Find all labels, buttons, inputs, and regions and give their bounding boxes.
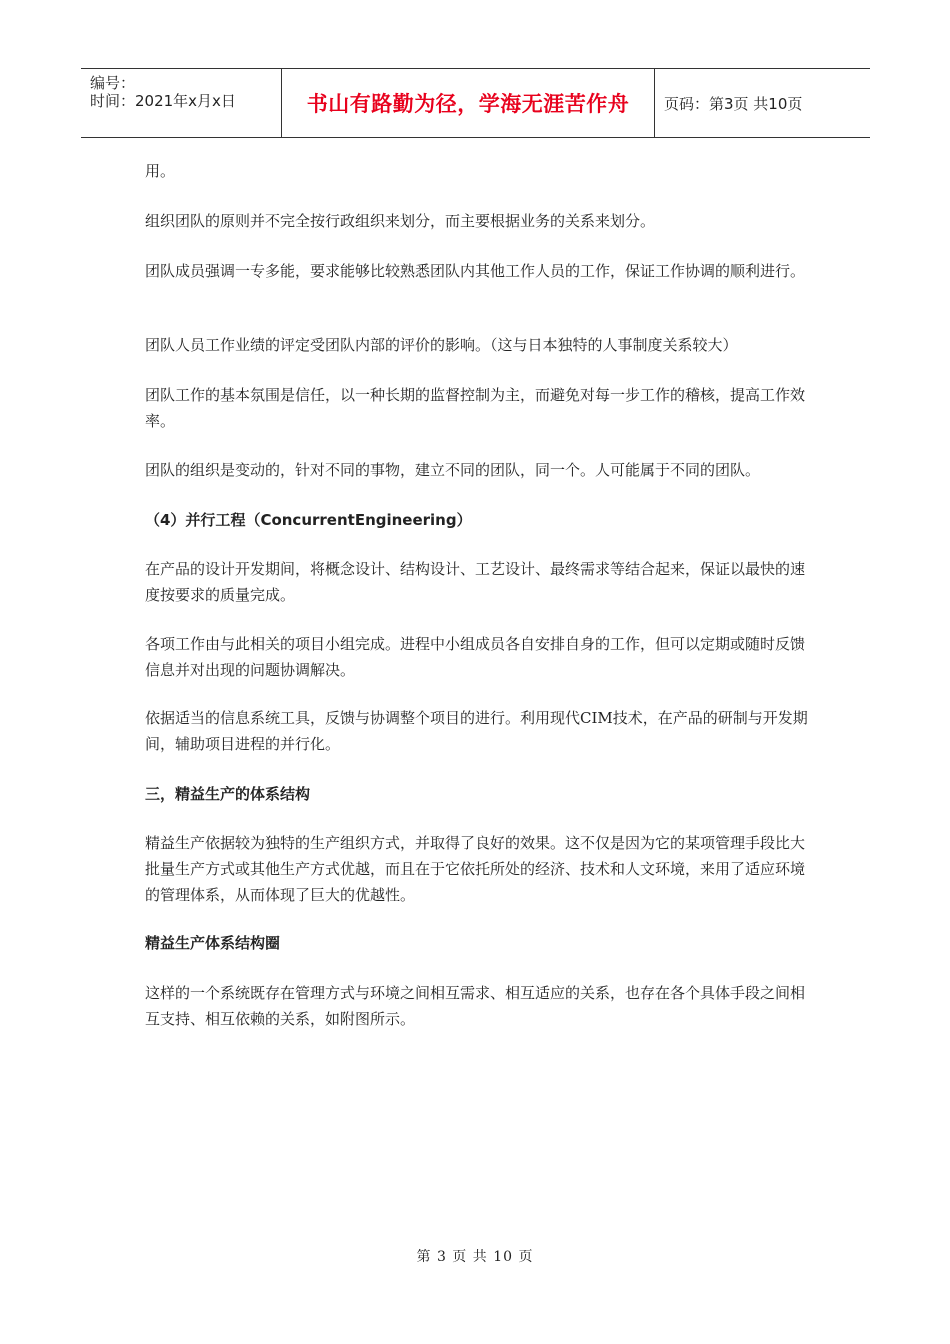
code-label: 编号： [90, 74, 136, 92]
header-meta-cell [81, 69, 282, 137]
paragraph: 团队工作的基本氛围是信任，以一种长期的监督控制为主，而避免对每一步工作的稽核，提高工作效率。 [145, 386, 806, 430]
paragraph: 精益生产依据较为独特的生产组织方式，并取得了良好的效果。这不仅是因为它的某项管理手段比大批量生产方式或其他生产方式优越，而且在于它依托所处的经济、技术和人文环境，来用了适应环境的管理体系，从而体现了巨大的优越性。 [145, 834, 806, 904]
header-page-cell [664, 69, 802, 137]
time-label: 时间：2021年x月x日 [90, 92, 236, 110]
paragraph: 这样的一个系统既存在管理方式与环境之间相互需求、相互适应的关系，也存在各个具体手段之间相互支持、相互依赖的关系，如附图所示。 [145, 984, 806, 1028]
paragraph: 团队人员工作业绩的评定受团队内部的评价的影响。（这与日本独特的人事制度关系较大） [145, 336, 738, 354]
paragraph: 团队的组织是变动的，针对不同的事物，建立不同的团队，同一个。人可能属于不同的团队。 [145, 461, 761, 479]
header-table [81, 68, 870, 138]
section-heading: 精益生产体系结构圈 [145, 934, 281, 952]
paragraph: 组织团队的原则并不完全按行政组织来划分，而主要根据业务的关系来划分。 [145, 212, 656, 230]
paragraph: 用。 [145, 162, 176, 180]
header-motto-cell [282, 69, 655, 137]
motto: 书山有路勤为径，学海无涯苦作舟 [306, 92, 630, 116]
section-heading: （4）并行工程（ConcurrentEngineering） [145, 511, 472, 529]
page-info: 页码：第3页 共10页 [664, 94, 803, 113]
paragraph: 各项工作由与此相关的项目小组完成。进程中小组成员各自安排自身的工作，但可以定期或随时反馈信息并对出现的问题协调解决。 [145, 635, 806, 679]
paragraph: 团队成员强调一专多能，要求能够比较熟悉团队内其他工作人员的工作，保证工作协调的顺利进行。 [145, 262, 806, 280]
paragraph: 依据适当的信息系统工具，反馈与协调整个项目的进行。利用现代CIM技术，在产品的研制与开发期间，辅助项目进程的并行化。 [145, 709, 808, 753]
paragraph: 在产品的设计开发期间，将概念设计、结构设计、工艺设计、最终需求等结合起来，保证以最快的速度按要求的质量完成。 [145, 560, 806, 604]
section-heading: 三，精益生产的体系结构 [145, 785, 311, 803]
page-footer: 第 3 页 共 10 页 [416, 1249, 534, 1265]
